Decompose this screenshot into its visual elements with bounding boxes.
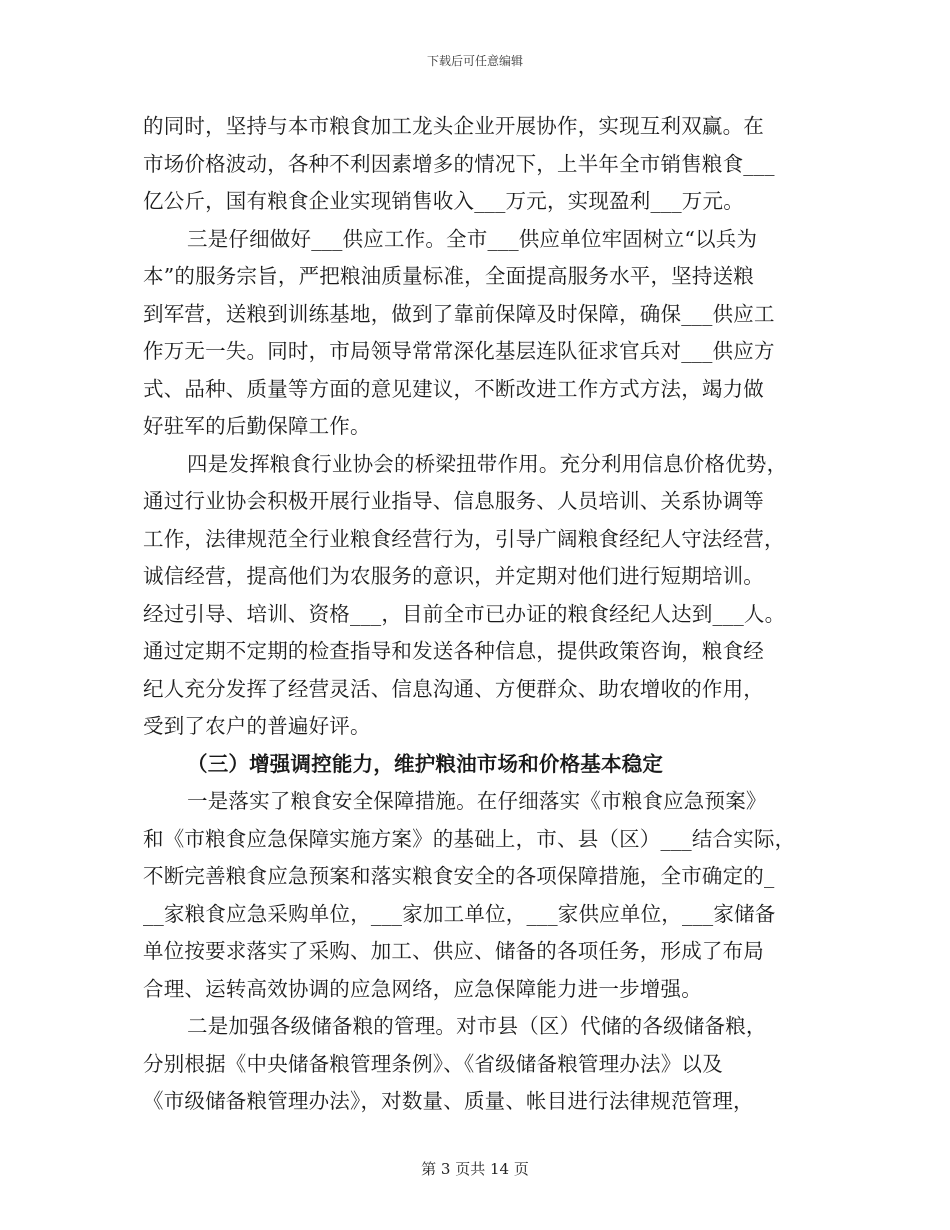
text-line: 受到了农户的普遍好评。 [143, 714, 371, 738]
text-line: 和《市粮食应急保障实施方案》的基础上，市、县（区）___结合实际， [143, 826, 796, 851]
text-line: 单位按要求落实了采购、加工、供应、储备的各项任务，形成了布局 [143, 939, 764, 963]
text-line: 一是落实了粮食安全保障措施。在仔细落实《市粮食应急预案》 [187, 789, 767, 813]
text-line: 四是发挥粮食行业协会的桥梁扭带作用。充分利用信息价格优势， [187, 451, 788, 476]
text-line: 《市级储备粮管理办法》，对数量、质量、帐目进行法律规范管理， [143, 1089, 754, 1113]
page-footer: 第 3 页共 14 页 [421, 1160, 529, 1178]
text-line: 合理、运转高效协调的应急网络，应急保障能力进一步增强。 [143, 976, 702, 1001]
text-line: 二是加强各级储备粮的管理。对市县（区）代储的各级储备粮， [187, 1014, 767, 1038]
text-line: __家粮食应急采购单位，___家加工单位，___家供应单位，___家储备 [143, 901, 776, 926]
text-line: 分别根据《中央储备粮管理条例》、《省级储备粮管理办法》以及 [143, 1051, 723, 1076]
page-header: 下载后可任意编辑 [426, 54, 523, 68]
text-line: 纪人充分发挥了经营灵活、信息沟通、方便群众、助农增收的作用， [143, 676, 764, 701]
text-line: 亿公斤，国有粮食企业实现销售收入___万元，实现盈利___万元。 [143, 189, 744, 213]
text-line: 经过引导、培训、资格___，目前全市已办证的粮食经纪人达到___人。 [143, 601, 786, 626]
text-line: 不断完善粮食应急预案和落实粮食安全的各项保障措施，全市确定的_ [143, 864, 775, 888]
text-line: 通过行业协会积极开展行业指导、信息服务、人员培训、关系协调等 [143, 489, 764, 513]
text-line: 工作，法律规范全行业粮食经营行为，引导广阔粮食经纪人守法经营， [143, 526, 785, 551]
document-body [143, 108, 807, 1121]
text-line: 本”的服务宗旨，严把粮油质量标准，全面提高服务水平，坚持送粮 [143, 264, 754, 288]
text-line: 诚信经营，提高他们为农服务的意识，并定期对他们进行短期培训。 [143, 564, 764, 588]
text-line: 通过定期不定期的检查指导和发送各种信息，提供政策咨询，粮食经 [143, 639, 764, 663]
text-line: 作万无一失。同时，市局领导常常深化基层连队征求官兵对___供应方 [143, 339, 775, 363]
text-line: 式、品种、质量等方面的意见建议，不断改进工作方式方法，竭力做 [143, 376, 764, 401]
section-heading: （三）增强调控能力，维护粮油市场和价格基本稳定 [187, 751, 664, 776]
text-line: 的同时，坚持与本市粮食加工龙头企业开展协作，实现互利双赢。在 [143, 114, 764, 138]
text-line: 到军营，送粮到训练基地，做到了靠前保障及时保障，确保___供应工 [143, 301, 775, 326]
text-line: 三是仔细做好___供应工作。全市___供应单位牢固树立“以兵为 [187, 226, 758, 251]
text-line: 好驻军的后勤保障工作。 [143, 414, 371, 438]
text-line: 市场价格波动，各种不利因素增多的情况下，上半年全市销售粮食___ [143, 151, 775, 176]
